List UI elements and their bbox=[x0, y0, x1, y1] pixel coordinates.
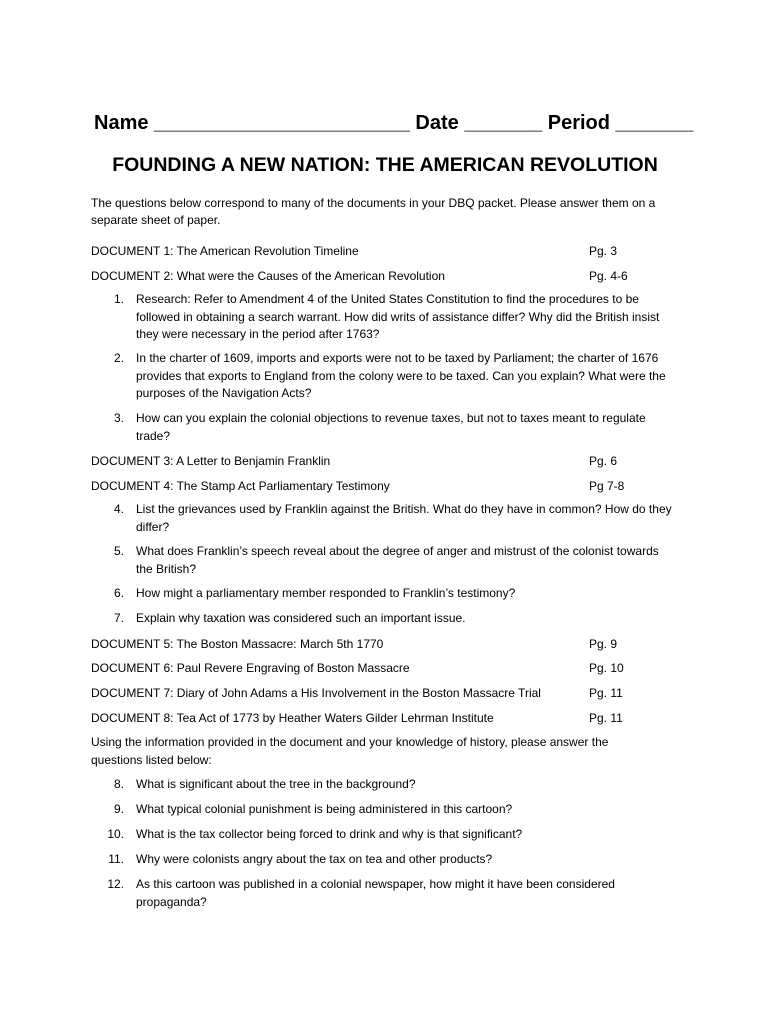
intro-paragraph: The questions below correspond to many of the documents in your DBQ packet. Please answer them on a separate sheet of paper. bbox=[91, 196, 656, 227]
question-text: Why were colonists angry about the tax on tea and other products? bbox=[136, 852, 493, 866]
question-number: 11. bbox=[108, 852, 124, 866]
question-text: What is the tax collector being forced to drink and why is that significant? bbox=[136, 827, 523, 841]
document-title: DOCUMENT 1: The American Revolution Timeline bbox=[91, 244, 359, 258]
question-number: 5. bbox=[113, 544, 124, 558]
document-page: Pg 7-8 bbox=[589, 479, 625, 493]
question-text: In the charter of 1609, imports and exports were not to be taxed by Parliament; the charter of 1676 provides that exports to England from the colony were to be taxed. Can you explain? What were the purposes of the Navigation Acts? bbox=[136, 351, 666, 400]
question-number: 6. bbox=[113, 586, 124, 600]
instructions-paragraph: Using the information provided in the document and your knowledge of history, please answer the questions listed below: bbox=[91, 735, 609, 767]
question-number: 10. bbox=[107, 827, 124, 841]
question-text: As this cartoon was published in a colonial newspaper, how might it have been considered propaganda? bbox=[136, 877, 615, 909]
document-page: Pg. 11 bbox=[589, 711, 623, 725]
document-title: DOCUMENT 5: The Boston Massacre: March 5th 1770 bbox=[91, 637, 384, 651]
question-text: What is significant about the tree in the background? bbox=[136, 777, 416, 791]
name-date-period-line: Name _______________________ Date _______ Period _______ bbox=[94, 112, 694, 134]
document-page: Pg. 3 bbox=[589, 244, 618, 258]
document-title: DOCUMENT 3: A Letter to Benjamin Franklin bbox=[91, 454, 331, 468]
question-text: How might a parliamentary member responded to Franklin’s testimony? bbox=[136, 586, 516, 600]
question-number: 2. bbox=[113, 351, 124, 365]
question-number: 4. bbox=[113, 502, 124, 516]
document-page: Pg. 4-6 bbox=[589, 269, 628, 283]
question-text: List the grievances used by Franklin against the British. What do they have in common? How do they differ? bbox=[136, 502, 672, 534]
document-title: DOCUMENT 2: What were the Causes of the American Revolution bbox=[91, 269, 445, 283]
question-text: What does Franklin’s speech reveal about the degree of anger and mistrust of the colonist towards the British? bbox=[136, 544, 659, 576]
document-title: DOCUMENT 8: Tea Act of 1773 by Heather Waters Gilder Lehrman Institute bbox=[91, 711, 494, 725]
question-text: Research: Refer to Amendment 4 of the United States Constitution to find the procedures to be followed in obtaining a search warrant. How did writs of assistance differ? Why did the British insist they were necessary in the period after 1763? bbox=[136, 292, 660, 341]
question-text: How can you explain the colonial objections to revenue taxes, but not to taxes meant to regulate trade? bbox=[136, 411, 646, 443]
question-number: 8. bbox=[113, 777, 124, 791]
question-number: 9. bbox=[113, 802, 124, 816]
document-title: DOCUMENT 4: The Stamp Act Parliamentary Testimony bbox=[91, 479, 390, 493]
question-text: Explain why taxation was considered such an important issue. bbox=[136, 611, 466, 625]
document-page: Pg. 10 bbox=[589, 661, 624, 675]
question-text: What typical colonial punishment is being administered in this cartoon? bbox=[136, 802, 513, 816]
question-number: 7. bbox=[113, 611, 124, 625]
question-number: 12. bbox=[107, 877, 124, 891]
question-number: 1. bbox=[113, 292, 124, 306]
document-title: DOCUMENT 7: Diary of John Adams a His Involvement in the Boston Massacre Trial bbox=[91, 686, 541, 700]
document-title: DOCUMENT 6: Paul Revere Engraving of Boston Massacre bbox=[91, 661, 410, 675]
document-page: Pg. 6 bbox=[589, 454, 618, 468]
document-page: Pg. 11 bbox=[589, 686, 623, 700]
page-title: FOUNDING A NEW NATION: THE AMERICAN REVOLUTION bbox=[112, 154, 658, 176]
document-page: Pg. 9 bbox=[589, 637, 618, 651]
question-number: 3. bbox=[113, 411, 124, 425]
